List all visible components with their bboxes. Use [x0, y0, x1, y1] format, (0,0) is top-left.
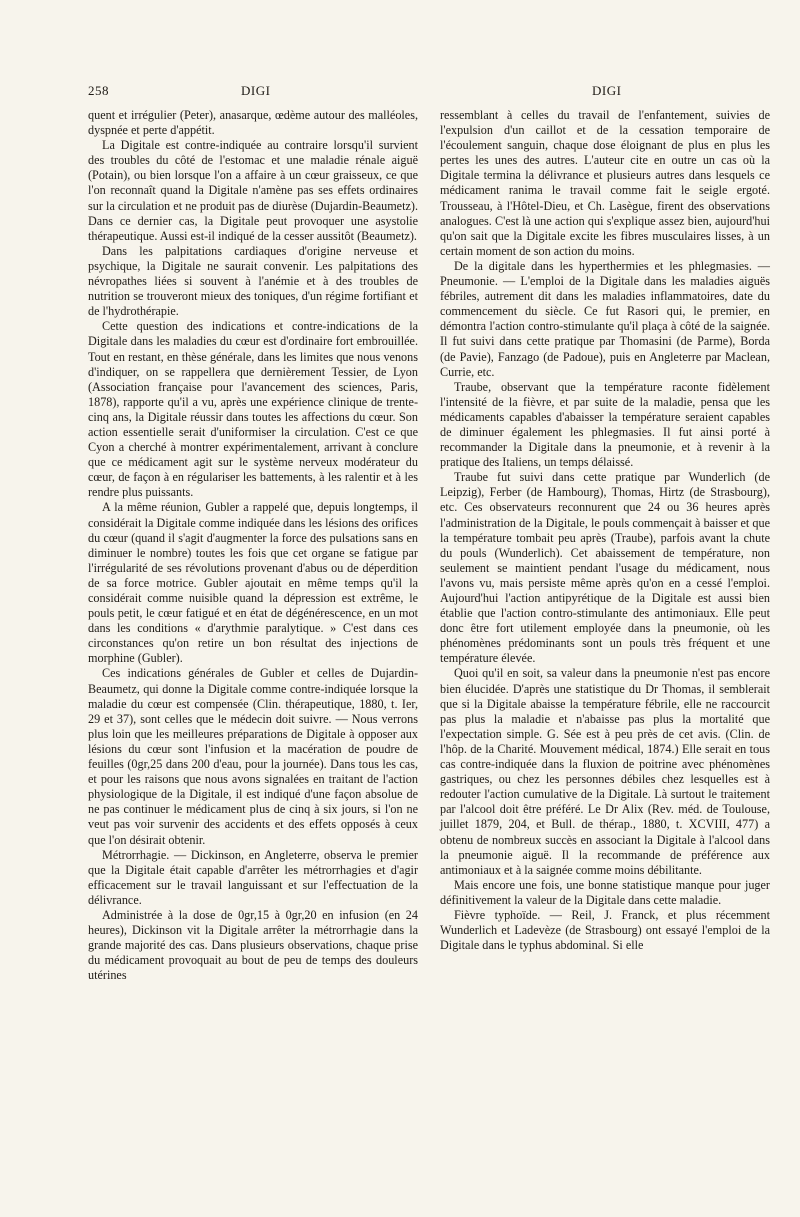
- page-number: 258: [88, 83, 109, 98]
- paragraph: Quoi qu'il en soit, sa valeur dans la pneumonie n'est pas encore bien élucidée. D'après une statistique du Dr Thomas, il semblerait que si la Digitale abaisse la température fébrile, elle ne raccourcit pas plus la maladie et n'abaisse pas plus la mortalité que l'expectation simple. G. Sée est à peu près de cet avis. (Clin. de l'hôp. de la Charité. Mouvement médical, 1874.) Elle serait en tous cas contre-indiquée dans la fluxion de poitrine avec phénomènes gastriques, ou chez les personnes débiles chez lesquelles est à redouter l'action cumulative de la Digitale. Là surtout le traitement par l'alcool doit être préféré. Le Dr Alix (Rev. méd. de Toulouse, juillet 1879, 204, et Bull. de thérap., 1880, t. XCVIII, 477) a obtenu de nombreux succès en associant la Digitale à l'alcool dans la pneumonie aiguë. Il la recommande de préférence aux antimoniaux et à la saignée comme moins débilitante.: [440, 666, 770, 877]
- paragraph: quent et irrégulier (Peter), anasarque, œdème autour des malléoles, dyspnée et perte d'appétit.: [88, 108, 418, 138]
- paragraph: Dans les palpitations cardiaques d'origine nerveuse et psychique, la Digitale ne saurait convenir. Les palpitations des névropathes liées si souvent à l'anémie et à des troubles de nutrition se trouveront mieux des toniques, d'un régime fortifiant et de l'hydrothérapie.: [88, 243, 418, 319]
- paragraph: Mais encore une fois, une bonne statistique manque pour juger définitivement la valeur de la Digitale dans cette maladie.: [440, 877, 770, 907]
- paragraph: Métrorrhagie. — Dickinson, en Angleterre, observa le premier que la Digitale était capable d'arrêter les métrorrhagies et d'agir efficacement sur le travail languissant et sur l'effectuation de la délivrance.: [88, 847, 418, 907]
- paragraph: Cette question des indications et contre-indications de la Digitale dans les maladies du cœur est d'ordinaire fort embrouillée. Tout en restant, en thèse générale, dans les limites que nous venons d'indiquer, on se rappellera que dernièrement Tessier, de Lyon (Association française pour l'avancement des sciences, Paris, 1878), rapporte qu'il a vu, après une expérience clinique de trente-cinq ans, la Digitale réussir dans toutes les affections du cœur. Son action essentielle serait d'uniformiser la circulation. C'est ce que Cyon a cherché à montrer expérimentalement, arrivant à conclure que ce médicament agit sur le système nerveux modérateur du cœur, de façon à en régulariser les battements, à les ralentir et à les rendre plus puissants.: [88, 319, 418, 500]
- paragraph: De la digitale dans les hyperthermies et les phlegmasies. — Pneumonie. — L'emploi de la Digitale dans les maladies aiguës fébriles, autrement dit dans les maladies inflammatoires, date du commencement du siècle. Ce fut Rasori qui, le premier, en démontra l'action contro-stimulante qu'il plaça à côté de la saignée. Il fut suivi dans cette pratique par Thomasini (de Parme), Borda (de Pavie), Fanzago (de Padoue), puis en Angleterre par Maclean, Currie, etc.: [440, 258, 770, 379]
- paragraph: Administrée à la dose de 0gr,15 à 0gr,20 en infusion (en 24 heures), Dickinson vit la Digitale arrêter la métrorrhagie dans la grande majorité des cas. Dans plusieurs observations, chaque prise du médicament provoquait au bout de peu de temps des douleurs utérines: [88, 907, 418, 983]
- paragraph: Traube fut suivi dans cette pratique par Wunderlich (de Leipzig), Ferber (de Hambourg), Thomas, Hirtz (de Strasbourg), etc. Ces observateurs reconnurent que 24 ou 36 heures après l'administration de la Digitale, le pouls commençait à baisser et que la température tombait peu après (Traube), parfois avant la chute du pouls (Wunderlich). Cet abaissement de température, non seulement se maintient pendant l'usage du médicament, nous l'avons vu, mais persiste même après qu'on en a cessé l'emploi. Aujourd'hui l'action antipyrétique de la Digitale est aussi bien établie que l'action contro-stimulante des antimoniaux. Elle peut donc être fort utilement employée dans la pneumonie, où les phénomènes prédominants sont un pouls très fréquent et une température élevée.: [440, 470, 770, 666]
- right-column: [440, 108, 770, 953]
- running-title-right: DIGI: [592, 83, 622, 98]
- paragraph: Fièvre typhoïde. — Reil, J. Franck, et plus récemment Wunderlich et Ladevèze (de Strasbourg) ont essayé l'emploi de la Digitale dans le typhus abdominal. Si elle: [440, 907, 770, 953]
- paragraph: A la même réunion, Gubler a rappelé que, depuis longtemps, il considérait la Digitale comme indiquée dans les lésions des orifices du cœur (quand il s'agit d'augmenter la force des pulsations sans en diminuer le nombre) toutes les fois que cet organe se fatigue par l'irrégularité de ses révolutions provenant d'abus ou de déperdition de sa force motrice. Gubler ajoutait en même temps qu'il la considérait comme nuisible quand la dépression est extrême, le pouls petit, le cœur fatigué et en état de dégénérescence, en un mot dans les conditions « d'arythmie paralytique. » C'est dans ces circonstances qu'on retire un bon résultat des injections de morphine (Gubler).: [88, 500, 418, 666]
- left-column: [88, 108, 418, 983]
- paragraph: ressemblant à celles du travail de l'enfantement, suivies de l'expulsion d'un caillot et de la cessation temporaire de l'écoulement sanguin, chaque dose éloignant de plus en plus les pertes les unes des autres. L'auteur cite en outre un cas où la Digitale termina la délivrance et plusieurs autres dans lesquels ce médicament ranima le travail comme fait le seigle ergoté. Trousseau, à l'Hôtel-Dieu, et Ch. Lasègue, firent des observations analogues. C'est là une action qui s'explique assez bien, aujourd'hui qu'on sait que la Digitale excite les fibres musculaires lisses, à un certain moment de son action du moins.: [440, 108, 770, 258]
- running-title-left: DIGI: [241, 83, 271, 98]
- paragraph: Traube, observant que la température raconte fidèlement l'intensité de la fièvre, et par suite de la maladie, pensa que les médicaments capables d'abaisser la température seraient capables de diminuer également les phlegmasies. Il fut ainsi porté à recommander la Digitale dans la pneumonie, et à revenir à la pratique des Italiens, un temps délaissé.: [440, 379, 770, 470]
- paragraph: Ces indications générales de Gubler et celles de Dujardin-Beaumetz, qui donne la Digitale comme contre-indiquée lorsque la maladie du cœur est compensée (Clin. thérapeutique, 1880, t. Ier, 29 et 37), sont celles que le médecin doit suivre. — Nous verrons plus loin que les meilleures préparations de Digitale à opposer aux lésions du cœur sont l'infusion et la macération de poudre de feuilles (0gr,25 dans 200 d'eau, pour la journée). Dans tous les cas, et pour les raisons que nous avons signalées en traitant de l'action physiologique de la Digitale, il est indiqué d'une façon absolue de ne pas continuer le médicament plus de cinq à six jours, si l'on ne veut pas voir survenir des accidents et des effets opposés à ceux que l'on désirait obtenir.: [88, 666, 418, 847]
- paragraph: La Digitale est contre-indiquée au contraire lorsqu'il survient des troubles du côté de l'estomac et une maladie rénale aiguë (Potain), ou bien lorsque l'on a affaire à un cœur graisseux, ce que l'on reconnaît quand la Digitale n'amène pas ses effets ordinaires sur la circulation et ne produit pas de diurèse (Dujardin-Beaumetz). Dans ce dernier cas, la Digitale peut provoquer une asystolie thérapeutique. Aussi est-il indiqué de la cesser aussitôt (Beaumetz).: [88, 138, 418, 243]
